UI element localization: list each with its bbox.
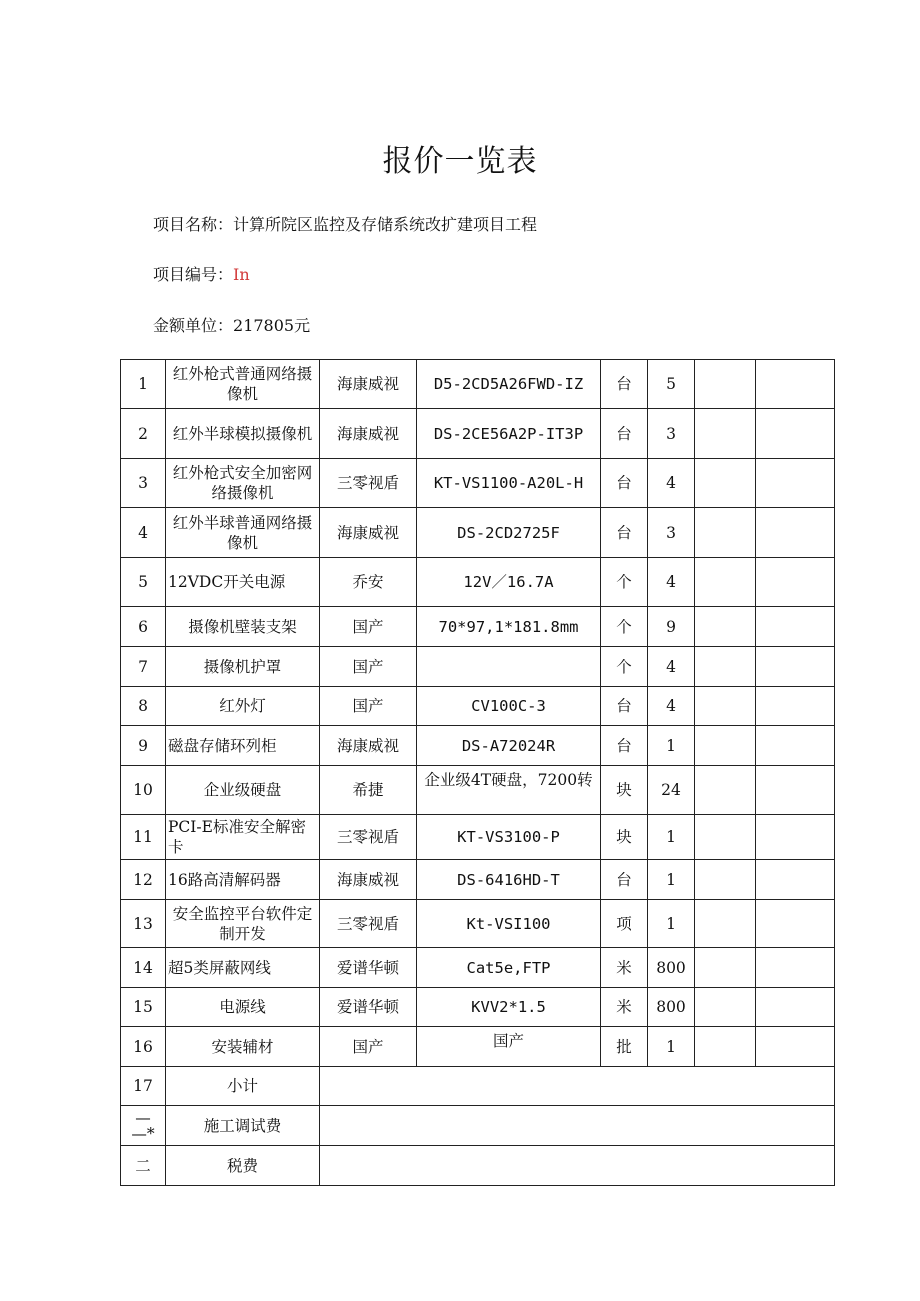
summary-amount-cell: [320, 1067, 835, 1106]
item-name-cell: 红外枪式安全加密网络摄像机: [166, 459, 320, 508]
table-row: [121, 1027, 835, 1067]
item-name-cell: 16路高清解码器: [166, 860, 320, 900]
quantity-cell: 1: [648, 726, 695, 766]
model-cell: DS-2CE56A2P-IT3P: [417, 409, 601, 459]
quantity-cell: 1: [648, 860, 695, 900]
item-name-cell: 摄像机壁装支架: [166, 607, 320, 647]
summary-label-cell: 施工调试费: [166, 1106, 320, 1146]
unit-cell: 台: [601, 726, 648, 766]
model-cell: Cat5e,FTP: [417, 948, 601, 988]
amount-label: 金额单位：: [153, 316, 234, 335]
brand-cell: 国产: [320, 607, 417, 647]
unit-price-cell: [695, 558, 756, 607]
unit-price-cell: [695, 687, 756, 726]
unit-price-cell: [695, 409, 756, 459]
model-cell: DS-A72024R: [417, 726, 601, 766]
project-name-line: [153, 212, 537, 235]
total-price-cell: [756, 409, 835, 459]
unit-cell: 台: [601, 409, 648, 459]
summary-amount-cell: [320, 1106, 835, 1146]
model-cell: KT-VS1100-A20L-H: [417, 459, 601, 508]
unit-price-cell: [695, 360, 756, 409]
unit-cell: 台: [601, 687, 648, 726]
total-price-cell: [756, 360, 835, 409]
unit-cell: 个: [601, 558, 648, 607]
brand-cell: 希捷: [320, 766, 417, 815]
total-price-cell: [756, 508, 835, 558]
table-row: [121, 766, 835, 815]
total-price-cell: [756, 459, 835, 508]
project-name-value: 计算所院区监控及存储系统改扩建项目工程: [233, 215, 538, 234]
table-row: [121, 360, 835, 409]
row-number-cell: 4: [121, 508, 166, 558]
unit-cell: 米: [601, 988, 648, 1027]
summary-row: [121, 1067, 835, 1106]
row-number-cell: 17: [121, 1067, 166, 1106]
summary-row: [121, 1106, 835, 1146]
row-number-cell: 6: [121, 607, 166, 647]
model-cell: DS-2CD2725F: [417, 508, 601, 558]
item-name-cell: 红外灯: [166, 687, 320, 726]
table-row: [121, 988, 835, 1027]
model-cell: 12V／16.7A: [417, 558, 601, 607]
unit-price-cell: [695, 948, 756, 988]
brand-cell: 海康威视: [320, 409, 417, 459]
model-cell: CV100C-3: [417, 687, 601, 726]
brand-cell: 国产: [320, 687, 417, 726]
table-row: [121, 726, 835, 766]
model-cell: KVV2*1.5: [417, 988, 601, 1027]
item-name-cell: 摄像机护罩: [166, 647, 320, 687]
unit-price-cell: [695, 607, 756, 647]
summary-label-cell: 小计: [166, 1067, 320, 1106]
total-price-cell: [756, 815, 835, 860]
table-row: [121, 647, 835, 687]
brand-cell: 三零视盾: [320, 900, 417, 948]
item-name-cell: 红外半球普通网络摄像机: [166, 508, 320, 558]
quantity-cell: 4: [648, 558, 695, 607]
model-cell: KT-VS3100-P: [417, 815, 601, 860]
quantity-cell: 1: [648, 815, 695, 860]
unit-price-cell: [695, 766, 756, 815]
quantity-cell: 5: [648, 360, 695, 409]
unit-cell: 台: [601, 459, 648, 508]
table-row: [121, 900, 835, 948]
unit-cell: 项: [601, 900, 648, 948]
row-number-cell: 3: [121, 459, 166, 508]
unit-cell: 块: [601, 766, 648, 815]
summary-row: [121, 1146, 835, 1186]
unit-price-cell: [695, 860, 756, 900]
model-cell: [417, 647, 601, 687]
unit-cell: 批: [601, 1027, 648, 1067]
table-row: [121, 687, 835, 726]
item-name-cell: 企业级硬盘: [166, 766, 320, 815]
model-cell: DS-6416HD-T: [417, 860, 601, 900]
item-name-cell: 红外半球模拟摄像机: [166, 409, 320, 459]
summary-label-cell: 税费: [166, 1146, 320, 1186]
amount-value: 217805元: [233, 316, 311, 335]
row-number-cell: 二: [121, 1146, 166, 1186]
unit-cell: 个: [601, 647, 648, 687]
model-cell: Kt-VSI100: [417, 900, 601, 948]
quantity-cell: 3: [648, 409, 695, 459]
quantity-cell: 9: [648, 607, 695, 647]
row-number-cell: 12: [121, 860, 166, 900]
item-name-cell: 安装辅材: [166, 1027, 320, 1067]
quantity-cell: 24: [648, 766, 695, 815]
total-price-cell: [756, 607, 835, 647]
item-name-cell: 电源线: [166, 988, 320, 1027]
item-name-cell: 磁盘存储环列柜: [166, 726, 320, 766]
total-price-cell: [756, 900, 835, 948]
total-price-cell: [756, 948, 835, 988]
row-number-cell: 8: [121, 687, 166, 726]
quote-table-body: [121, 360, 835, 1186]
quote-table: [120, 359, 835, 1186]
table-row: [121, 558, 835, 607]
quantity-cell: 4: [648, 687, 695, 726]
row-number-cell: — —*: [121, 1106, 166, 1146]
item-name-cell: 安全监控平台软件定制开发: [166, 900, 320, 948]
item-name-cell: PCI-E标准安全解密卡: [166, 815, 320, 860]
unit-price-cell: [695, 726, 756, 766]
unit-cell: 个: [601, 607, 648, 647]
project-number-line: [153, 262, 250, 285]
quantity-cell: 800: [648, 988, 695, 1027]
unit-cell: 台: [601, 360, 648, 409]
unit-price-cell: [695, 459, 756, 508]
quantity-cell: 3: [648, 508, 695, 558]
quantity-cell: 1: [648, 900, 695, 948]
item-name-cell: 超5类屏蔽网线: [166, 948, 320, 988]
brand-cell: 三零视盾: [320, 459, 417, 508]
quantity-cell: 4: [648, 459, 695, 508]
quantity-cell: 800: [648, 948, 695, 988]
project-number-value: In: [233, 265, 250, 284]
table-row: [121, 860, 835, 900]
brand-cell: 三零视盾: [320, 815, 417, 860]
brand-cell: 爱谱华顿: [320, 988, 417, 1027]
table-row: [121, 459, 835, 508]
brand-cell: 海康威视: [320, 360, 417, 409]
unit-cell: 台: [601, 508, 648, 558]
brand-cell: 乔安: [320, 558, 417, 607]
total-price-cell: [756, 558, 835, 607]
row-number-cell: 7: [121, 647, 166, 687]
unit-cell: 块: [601, 815, 648, 860]
total-price-cell: [756, 647, 835, 687]
row-number-cell: 10: [121, 766, 166, 815]
table-row: [121, 508, 835, 558]
unit-price-cell: [695, 1027, 756, 1067]
unit-cell: 台: [601, 860, 648, 900]
row-number-cell: 9: [121, 726, 166, 766]
row-number-cell: 15: [121, 988, 166, 1027]
table-row: [121, 607, 835, 647]
unit-price-cell: [695, 900, 756, 948]
brand-cell: 爱谱华顿: [320, 948, 417, 988]
total-price-cell: [756, 726, 835, 766]
total-price-cell: [756, 687, 835, 726]
row-number-cell: 5: [121, 558, 166, 607]
summary-amount-cell: [320, 1146, 835, 1186]
table-row: [121, 815, 835, 860]
unit-price-cell: [695, 815, 756, 860]
project-name-label: 项目名称：: [153, 215, 234, 234]
unit-price-cell: [695, 508, 756, 558]
model-cell: 70*97,1*181.8mm: [417, 607, 601, 647]
model-cell: 企业级4T硬盘，7200转: [417, 766, 601, 815]
unit-price-cell: [695, 647, 756, 687]
row-number-cell: 2: [121, 409, 166, 459]
row-number-cell: 1: [121, 360, 166, 409]
model-cell: D5-2CD5A26FWD-IZ: [417, 360, 601, 409]
model-cell: 国产: [417, 1027, 601, 1067]
total-price-cell: [756, 1027, 835, 1067]
page-title: 报价一览表: [382, 144, 538, 179]
brand-cell: 海康威视: [320, 726, 417, 766]
table-row: [121, 409, 835, 459]
row-number-cell: 14: [121, 948, 166, 988]
brand-cell: 海康威视: [320, 508, 417, 558]
quantity-cell: 1: [648, 1027, 695, 1067]
quantity-cell: 4: [648, 647, 695, 687]
item-name-cell: 红外枪式普通网络摄像机: [166, 360, 320, 409]
row-number-cell: 11: [121, 815, 166, 860]
project-number-label: 项目编号：: [153, 265, 234, 284]
item-name-cell: 12VDC开关电源: [166, 558, 320, 607]
amount-line: [153, 313, 310, 336]
brand-cell: 国产: [320, 647, 417, 687]
unit-cell: 米: [601, 948, 648, 988]
total-price-cell: [756, 860, 835, 900]
unit-price-cell: [695, 988, 756, 1027]
row-number-cell: 13: [121, 900, 166, 948]
brand-cell: 国产: [320, 1027, 417, 1067]
brand-cell: 海康威视: [320, 860, 417, 900]
table-row: [121, 948, 835, 988]
row-number-cell: 16: [121, 1027, 166, 1067]
total-price-cell: [756, 988, 835, 1027]
total-price-cell: [756, 766, 835, 815]
